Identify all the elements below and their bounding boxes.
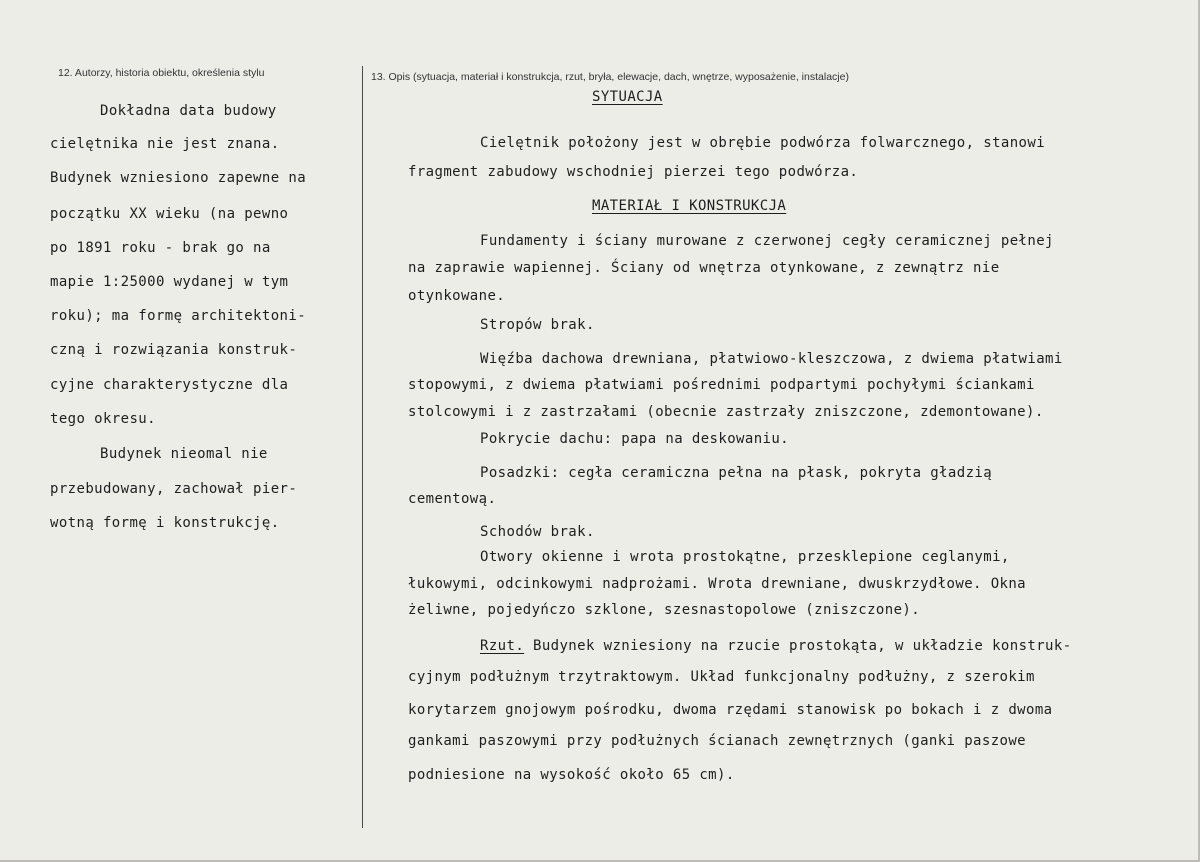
left-line: po 1891 roku - brak go na (50, 240, 271, 256)
left-column-header: 12. Autorzy, historia obiektu, określenia stylu (58, 67, 265, 79)
left-line: cyjne charakterystyczne dla (50, 377, 289, 393)
left-line: cielętnika nie jest znana. (50, 136, 280, 152)
right-line: Pokrycie dachu: papa na deskowaniu. (480, 431, 790, 447)
left-line: przebudowany, zachował pier- (50, 481, 298, 497)
heading-material: MATERIAŁ I KONSTRUKCJA (592, 198, 787, 214)
right-line: korytarzem gnojowym pośrodku, dwoma rzędami stanowisk po bokach i z dwoma (408, 702, 1053, 718)
right-line: stolcowymi i z zastrzałami (obecnie zastrzały zniszczone, zdemontowane). (408, 404, 1044, 420)
left-line: Budynek wzniesiono zapewne na (50, 170, 307, 186)
rzut-label: Rzut. (480, 638, 525, 654)
right-line: na zaprawie wapiennej. Ściany od wnętrza otynkowane, z zewnątrz nie (408, 260, 1000, 276)
right-line: Fundamenty i ściany murowane z czerwonej cegły ceramicznej pełnej (480, 233, 1054, 249)
left-line: Budynek nieomal nie (100, 446, 268, 462)
left-line: początku XX wieku (na pewno (50, 206, 289, 222)
right-line: podniesione na wysokość około 65 cm). (408, 767, 735, 783)
right-line: Cielętnik położony jest w obrębie podwórza folwarcznego, stanowi (480, 135, 1046, 151)
right-line: Otwory okienne i wrota prostokątne, przesklepione ceglanymi, (480, 549, 1010, 565)
left-line: czną i rozwiązania konstruk- (50, 342, 298, 358)
left-line: wotną formę i konstrukcję. (50, 515, 280, 531)
left-line: mapie 1:25000 wydanej w tym (50, 274, 289, 290)
right-line: otynkowane. (408, 288, 506, 304)
right-line: Schodów brak. (480, 524, 595, 540)
right-line: cyjnym podłużnym trzytraktowym. Układ funkcjonalny podłużny, z szerokim (408, 669, 1035, 685)
right-line: Budynek wzniesiony na rzucie prostokąta, w układzie konstruk- (524, 638, 1072, 654)
right-line: cementową. (408, 491, 497, 507)
right-line: żeliwne, pojedyńczo szklone, szesnastopolowe (zniszczone). (408, 602, 921, 618)
right-column-header: 13. Opis (sytuacja, materiał i konstrukcja, rzut, bryła, elewacje, dach, wnętrze, wyposażenie, instalacje) (371, 71, 849, 83)
right-line: Posadzki: cegła ceramiczna pełna na płask, pokryta gładzią (480, 465, 993, 481)
heading-situation: SYTUACJA (592, 89, 663, 105)
right-line: łukowymi, odcinkowymi nadprożami. Wrota drewniane, dwuskrzydłowe. Okna (408, 576, 1027, 592)
rzut-paragraph-first-line (480, 638, 1072, 654)
right-line: fragment zabudowy wschodniej pierzei tego podwórza. (408, 164, 859, 180)
column-divider (362, 66, 363, 828)
right-line: stopowymi, z dwiema płatwiami pośrednimi podpartymi pochyłymi ściankami (408, 377, 1035, 393)
right-line: Stropów brak. (480, 317, 595, 333)
left-line: roku); ma formę architektoni- (50, 308, 307, 324)
right-line: gankami paszowymi przy podłużnych ścianach zewnętrznych (ganki paszowe (408, 733, 1027, 749)
right-line: Więźba dachowa drewniana, płatwiowo-kleszczowa, z dwiema płatwiami (480, 351, 1063, 367)
left-line: tego okresu. (50, 411, 156, 427)
left-line: Dokładna data budowy (100, 103, 277, 119)
